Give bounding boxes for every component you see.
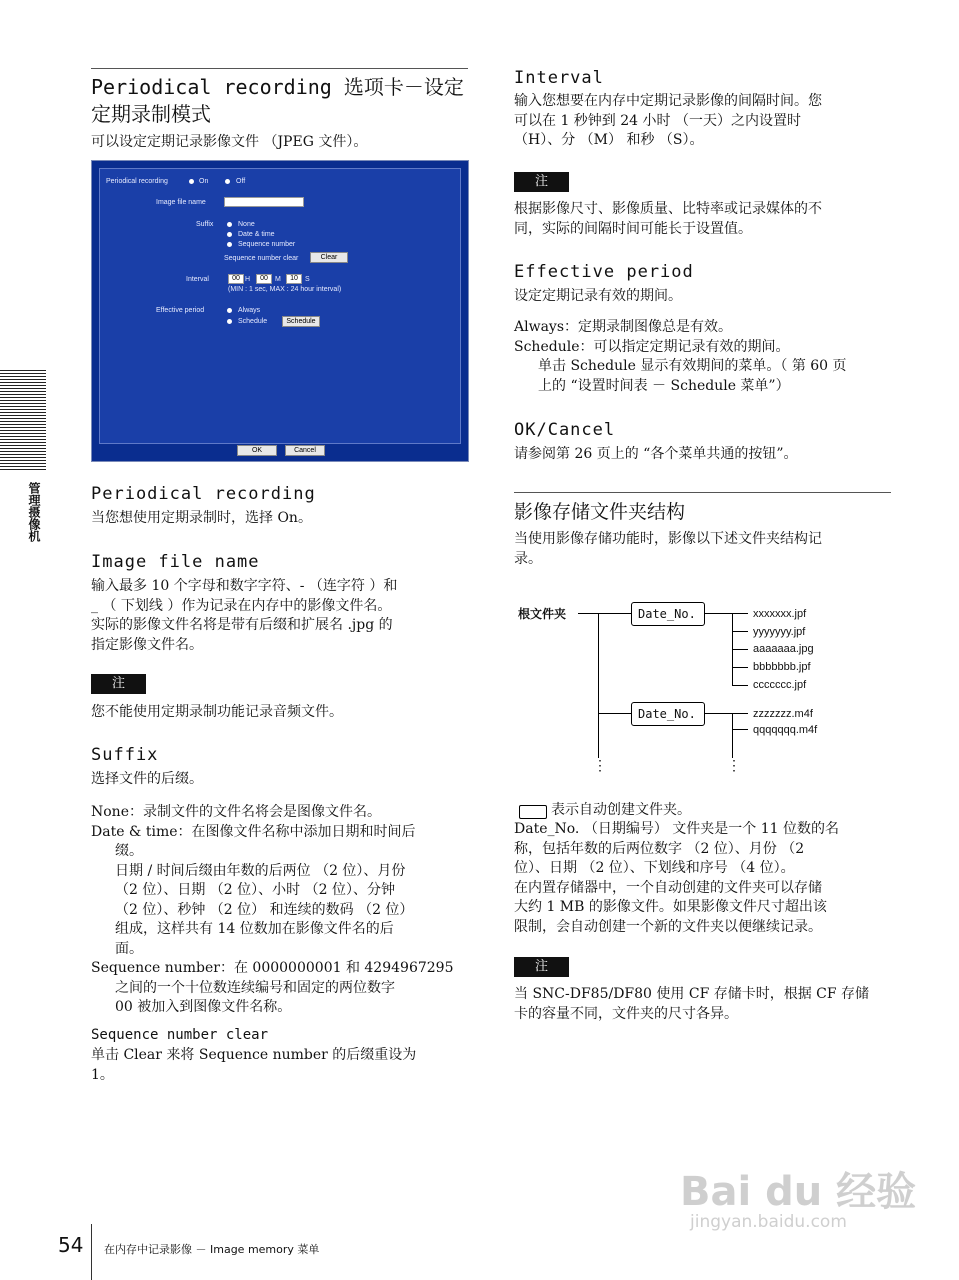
image-text-line1: 输入最多 10 个字母和数字字符、- （连字符 ）和 — [91, 578, 398, 594]
seqclear-line1: 单击 Clear 来将 Sequence number 的后缀重设为 — [91, 1047, 417, 1063]
left-title-rule — [91, 68, 468, 69]
root-trunk — [598, 613, 599, 758]
interval-line1: 输入您想要在内存中定期记录影像的间隔时间。您 — [514, 93, 822, 109]
sequence-clear-text — [91, 1046, 416, 1085]
interval-line3: （H）、分 （M） 和秒 （S）。 — [514, 132, 704, 148]
footer-divider — [91, 1224, 92, 1280]
effective-period-heading: Effective period — [514, 262, 694, 282]
date-no-explanation — [514, 820, 839, 937]
datetime-desc-line7: 面。 — [115, 940, 143, 957]
suffix-sequence-label: Sequence number — [238, 241, 296, 248]
note-1-text: 您不能使用定期录制功能记录音频文件。 — [91, 704, 343, 720]
folder-structure-text — [514, 530, 822, 569]
schedule-desc-line3: 上的 “设置时间表 － Schedule 菜单”） — [538, 377, 790, 394]
interval-label: Interval — [186, 276, 209, 283]
okcancel-text: 请参阅第 26 页上的 “各个菜单共通的按钮”。 — [514, 446, 798, 462]
effective-period-options — [514, 318, 847, 396]
folder-legend-text: 表示自动创建文件夹。 — [551, 802, 691, 818]
schedule-radio[interactable] — [227, 319, 232, 324]
sequence-clear-label: Sequence number clear — [224, 255, 299, 262]
image-text-line4: 指定影像文件名。 — [91, 636, 203, 653]
on-radio[interactable] — [189, 179, 194, 184]
interval-range-text: (MIN : 1 sec, MAX : 24 hour interval) — [228, 286, 342, 293]
datetime-desc-line2: 缀。 — [115, 843, 143, 859]
dateno-line4: 在内置存储器中，一个自动创建的文件夹可以存储 — [514, 879, 822, 896]
note-2-text — [514, 200, 822, 239]
periodical-recording-text: 当您想使用定期录制时，选择 On。 — [91, 510, 312, 526]
left-intro: 可以设定定期记录影像文件 （JPEG 文件）。 — [91, 134, 368, 150]
left-title-line1: Periodical recording 选项卡－设定 — [91, 75, 464, 99]
trunk-to-folder2 — [598, 713, 631, 714]
date-no-folder-2: Date_No. — [631, 702, 705, 726]
note3-line1: 当 SNC-DF85/DF80 使用 CF 存储卡时，根据 CF 存储 — [514, 986, 870, 1002]
suffix-none-label: None — [238, 221, 255, 228]
clear-button[interactable]: Clear — [310, 252, 348, 263]
suffix-heading: Suffix — [91, 745, 159, 765]
image-file-name-input[interactable] — [224, 197, 304, 207]
suffix-sequence-radio[interactable] — [227, 242, 232, 247]
seq-desc-line2: 之间的一个十位数连续编号和固定的两位数字 — [115, 979, 395, 996]
file-name: bbbbbbb.jpf — [753, 661, 811, 673]
dateno-line3: 位）、日期 （2 位）、下划线和序号 （4 位）。 — [514, 860, 795, 876]
interval-heading: Interval — [514, 68, 604, 88]
root-connector — [578, 613, 631, 614]
folder-structure-heading: 影像存储文件夹结构 — [514, 501, 686, 523]
always-desc: Always：定期录制图像总是有效。 — [514, 319, 733, 335]
effective-period-text: 设定定期记录有效的期间。 — [514, 288, 682, 304]
dateno-line2: 称，包括年数的后两位数字 （2 位）、月份 （2 — [514, 840, 805, 857]
seqclear-line2: 1。 — [91, 1066, 114, 1083]
note-badge-2: 注 — [514, 172, 569, 192]
datetime-desc-line5: （2 位）、秒钟 （2 位） 和连续的数码 （2 位） — [115, 901, 414, 918]
image-text-line3: 实际的影像文件名将是带有后缀和扩展名 .jpg 的 — [91, 617, 393, 633]
effective-period-label: Effective period — [156, 307, 205, 314]
off-radio[interactable] — [225, 179, 230, 184]
suffix-datetime-label: Date & time — [238, 231, 275, 238]
note-badge-1: 注 — [91, 674, 146, 694]
baidu-watermark-url: jingyan.baidu.com — [690, 1212, 847, 1232]
folder2-branch-2 — [732, 729, 748, 730]
folder2-trunk — [732, 713, 733, 758]
page-number: 54 — [58, 1233, 84, 1257]
settings-screenshot — [91, 160, 469, 462]
suffix-label: Suffix — [196, 221, 214, 228]
suffix-descriptions — [91, 803, 471, 1018]
dateno-line1: Date_No. （日期编号） 文件夹是一个 11 位数的名 — [514, 821, 839, 837]
h-unit: H — [245, 276, 251, 283]
datetime-desc-line1: Date & time：在图像文件名称中添加日期和时间后 — [91, 823, 416, 840]
datetime-desc-line4: （2 位）、日期 （2 位）、小时 （2 位）、分钟 — [115, 882, 395, 898]
image-file-name-heading: Image file name — [91, 552, 260, 572]
note2-line2: 同，实际的间隔时间可能长于设置值。 — [514, 220, 752, 237]
ok-button[interactable]: OK — [237, 445, 277, 456]
always-radio[interactable] — [227, 308, 232, 313]
datetime-desc-line3: 日期 / 时间后缀由年数的后两位 （2 位）、月份 — [115, 862, 406, 879]
baidu-watermark-logo: Bai du 经验 — [680, 1169, 917, 1215]
on-label: On — [199, 178, 209, 185]
seq-desc-line1: Sequence number：在 0000000001 和 4294967295 — [91, 960, 454, 976]
folder2-connector — [704, 713, 748, 714]
datetime-desc-line6: 组成，这样共有 14 位数加在影像文件名的后 — [115, 921, 394, 937]
none-desc: None：录制文件的文件名将会是图像文件名。 — [91, 804, 381, 820]
folder-text-line1: 当使用影像存储功能时，影像以下述文件夹结构记 — [514, 531, 822, 547]
schedule-desc-line1: Schedule：可以指定定期记录有效的期间。 — [514, 338, 790, 355]
folder1-branch-3 — [732, 649, 748, 650]
schedule-label: Schedule — [238, 318, 268, 325]
schedule-button[interactable]: Schedule — [282, 316, 320, 327]
suffix-datetime-radio[interactable] — [227, 232, 232, 237]
footer-text: 在内存中记录影像 － Image memory 菜单 — [104, 1243, 320, 1256]
interval-m-input[interactable]: 00 — [256, 274, 272, 284]
interval-h-input[interactable]: 00 — [228, 274, 244, 284]
note-3-text — [514, 985, 869, 1024]
date-no-folder-1: Date_No. — [631, 602, 705, 626]
file-name: xxxxxxx.jpf — [753, 608, 807, 620]
sequence-clear-heading: Sequence number clear — [91, 1027, 269, 1043]
interval-line2: 可以在 1 秒钟到 24 小时 （一天）之内设置时 — [514, 112, 801, 129]
file-name: yyyyyyy.jpf — [753, 626, 806, 638]
folder1-branch-2 — [732, 631, 748, 632]
folder-text-line2: 录。 — [514, 550, 542, 567]
note2-line1: 根据影像尺寸、影像质量、比特率或记录媒体的不 — [514, 201, 822, 217]
off-label: Off — [236, 178, 246, 185]
dateno-line5: 大约 1 MB 的影像文件。如果影像文件尺寸超出该 — [514, 899, 827, 915]
schedule-desc-line2: 单击 Schedule 显示有效期间的菜单。（ 第 60 页 — [538, 358, 847, 374]
seq-desc-line3: 00 被加入到图像文件名称。 — [115, 999, 292, 1015]
suffix-none-radio[interactable] — [227, 222, 232, 227]
folder-legend-icon — [519, 805, 547, 819]
side-tab-stripes — [0, 370, 46, 470]
cancel-button[interactable]: Cancel — [285, 445, 325, 456]
always-label: Always — [238, 307, 261, 314]
file-name: ccccccc.jpf — [753, 679, 807, 691]
root-folder-label: 根文件夹 — [518, 607, 567, 621]
image-file-name-text — [91, 577, 471, 655]
interval-s-input[interactable]: 10 — [286, 274, 302, 284]
continuation-dots-left: ⋮ — [593, 758, 607, 774]
s-unit: S — [305, 276, 310, 283]
image-text-line2: _ （ 下划线 ）作为记录在内存中的影像文件名。 — [91, 597, 392, 614]
interval-text — [514, 92, 822, 151]
image-file-name-label: Image file name — [156, 199, 206, 206]
file-name: zzzzzzz.m4f — [753, 708, 813, 720]
file-name: qqqqqqq.m4f — [753, 724, 818, 736]
right-section-rule — [514, 492, 891, 493]
periodical-recording-heading: Periodical recording — [91, 484, 316, 504]
continuation-dots-right: ⋮ — [727, 758, 741, 774]
note3-line2: 卡的容量不同，文件夹的尺寸各异。 — [514, 1005, 738, 1022]
suffix-text: 选择文件的后缀。 — [91, 771, 203, 787]
side-tab-label: 管理摄像机 — [27, 482, 41, 542]
periodical-recording-label: Periodical recording — [106, 178, 168, 185]
m-unit: M — [275, 276, 281, 283]
folder1-branch-4 — [732, 667, 748, 668]
note-badge-3: 注 — [514, 957, 569, 977]
left-title-line2: 定期录制模式 — [91, 102, 211, 126]
settings-panel — [99, 168, 461, 454]
dateno-line6: 限制，会自动创建一个新的文件夹以便继续记录。 — [514, 918, 822, 935]
file-name: aaaaaaa.jpg — [753, 643, 814, 655]
folder1-branch-5 — [732, 685, 748, 686]
folder1-connector — [704, 613, 748, 614]
okcancel-heading: OK/Cancel — [514, 420, 616, 440]
